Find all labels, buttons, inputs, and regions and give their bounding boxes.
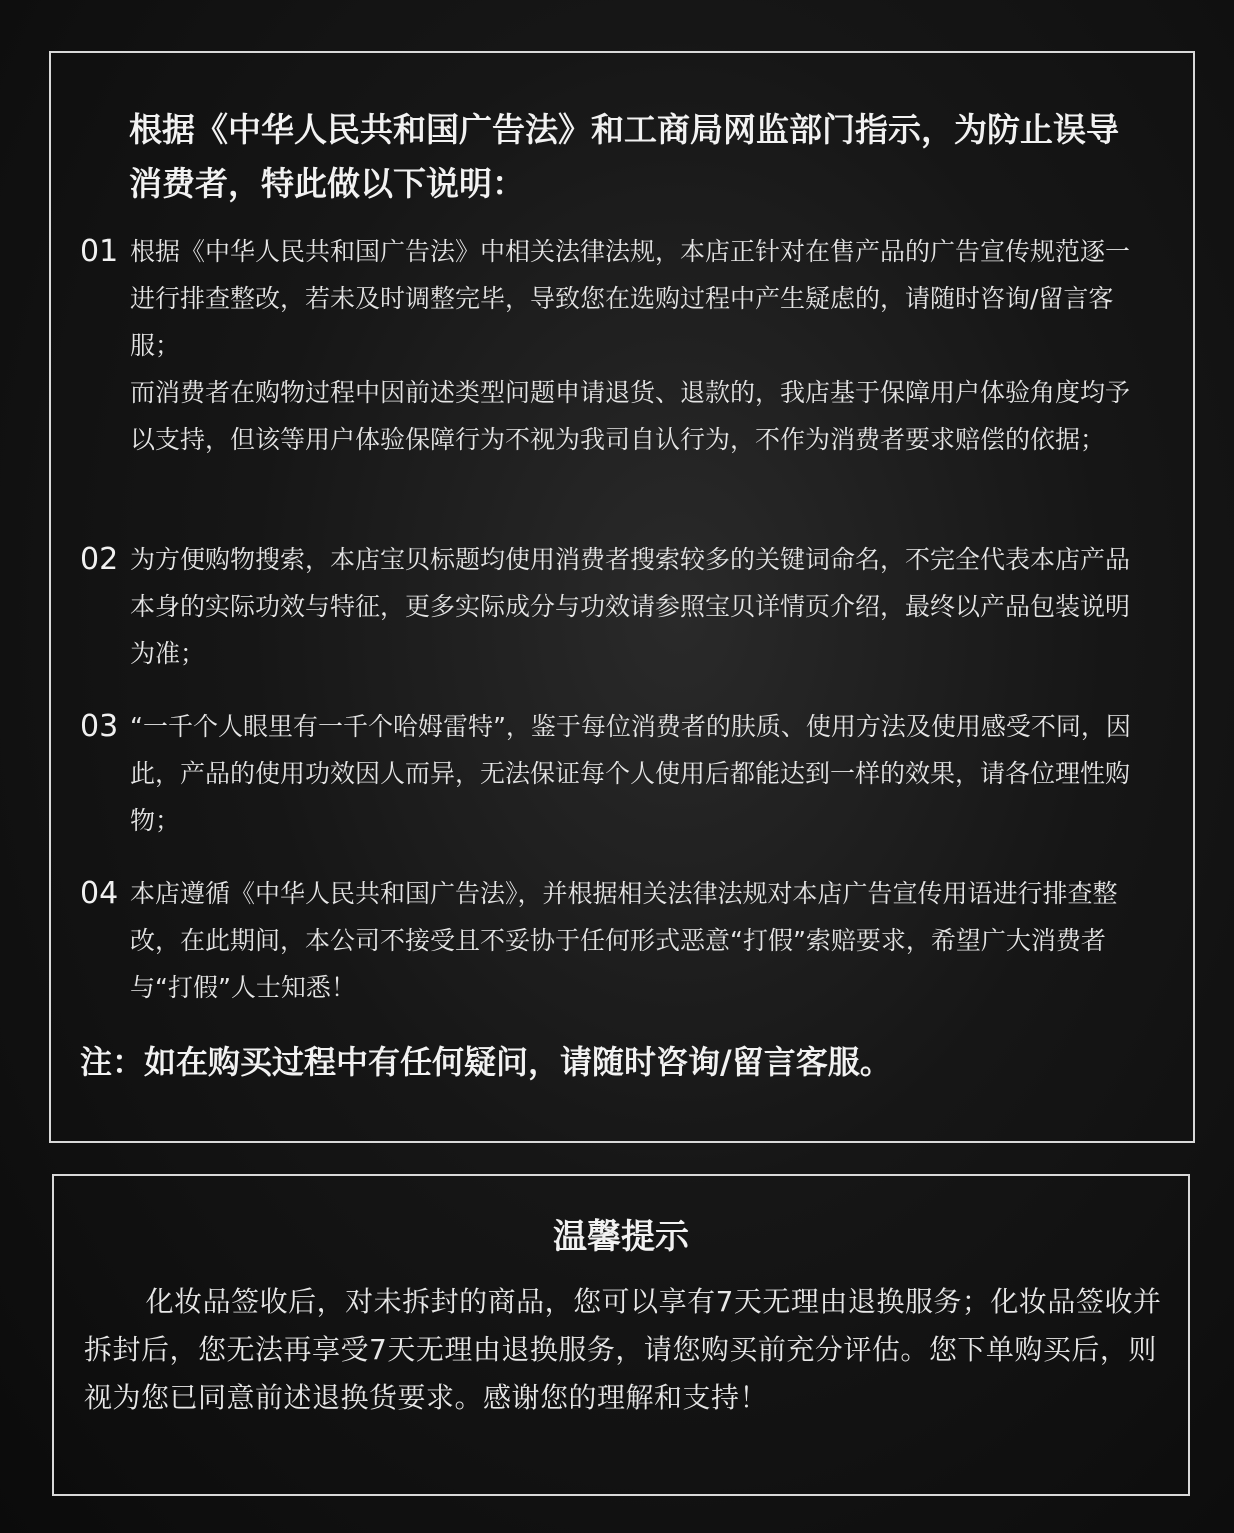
- item-number: 02: [80, 542, 119, 577]
- item-paragraph: 为方便购物搜索，本店宝贝标题均使用消费者搜索较多的关键词命名，不完全代表本店产品本身的实际功效与特征，更多实际成分与功效请参照宝贝详情页介绍，最终以产品包装说明为准；: [130, 545, 1131, 668]
- warm-tip-text: 化妆品签收后，对未拆封的商品，您可以享有7天无理由退换服务；化妆品签收并拆封后，您无法再享受7天无理由退换服务，请您购买前充分评估。您下单购买后，则视为您已同意前述退换货要求。感谢您的理解和支持！: [84, 1285, 1162, 1414]
- item-paragraph: 根据《中华人民共和国广告法》中相关法律法规，本店正针对在售产品的广告宣传规范逐一进行排查整改，若未及时调整完毕，导致您在选购过程中产生疑虑的，请随时咨询/留言客服；: [130, 237, 1131, 360]
- notice-item-03: [80, 703, 1140, 844]
- item-paragraph: 本店遵循《中华人民共和国广告法》，并根据相关法律法规对本店广告宣传用语进行排查整改，在此期间，本公司不接受且不妥协于任何形式恶意“打假”索赔要求，希望广大消费者与“打假”人士知悉！: [130, 879, 1118, 1002]
- notice-intro: 根据《中华人民共和国广告法》和工商局网监部门指示，为防止误导消费者，特此做以下说明：: [129, 110, 1119, 203]
- notice-footnote: 注：如在购买过程中有任何疑问，请随时咨询/留言客服。: [80, 1043, 892, 1081]
- item-number: 04: [80, 876, 119, 911]
- warm-tip-panel: [52, 1174, 1190, 1496]
- notice-item-01: [80, 228, 1140, 463]
- notice-item-04: [80, 870, 1140, 1011]
- notice-item-02: [80, 536, 1140, 677]
- warm-tip-title: 温馨提示: [553, 1217, 689, 1257]
- notice-panel: [49, 51, 1195, 1143]
- item-paragraph: “一千个人眼里有一千个哈姆雷特”，鉴于每位消费者的肤质、使用方法及使用感受不同，因此，产品的使用功效因人而异，无法保证每个人使用后都能达到一样的效果，请各位理性购物；: [130, 712, 1131, 835]
- item-paragraph: 而消费者在购物过程中因前述类型问题申请退货、退款的，我店基于保障用户体验角度均予以支持，但该等用户体验保障行为不视为我司自认行为，不作为消费者要求赔偿的依据；: [130, 378, 1131, 454]
- item-number: 01: [80, 234, 119, 269]
- item-number: 03: [80, 709, 119, 744]
